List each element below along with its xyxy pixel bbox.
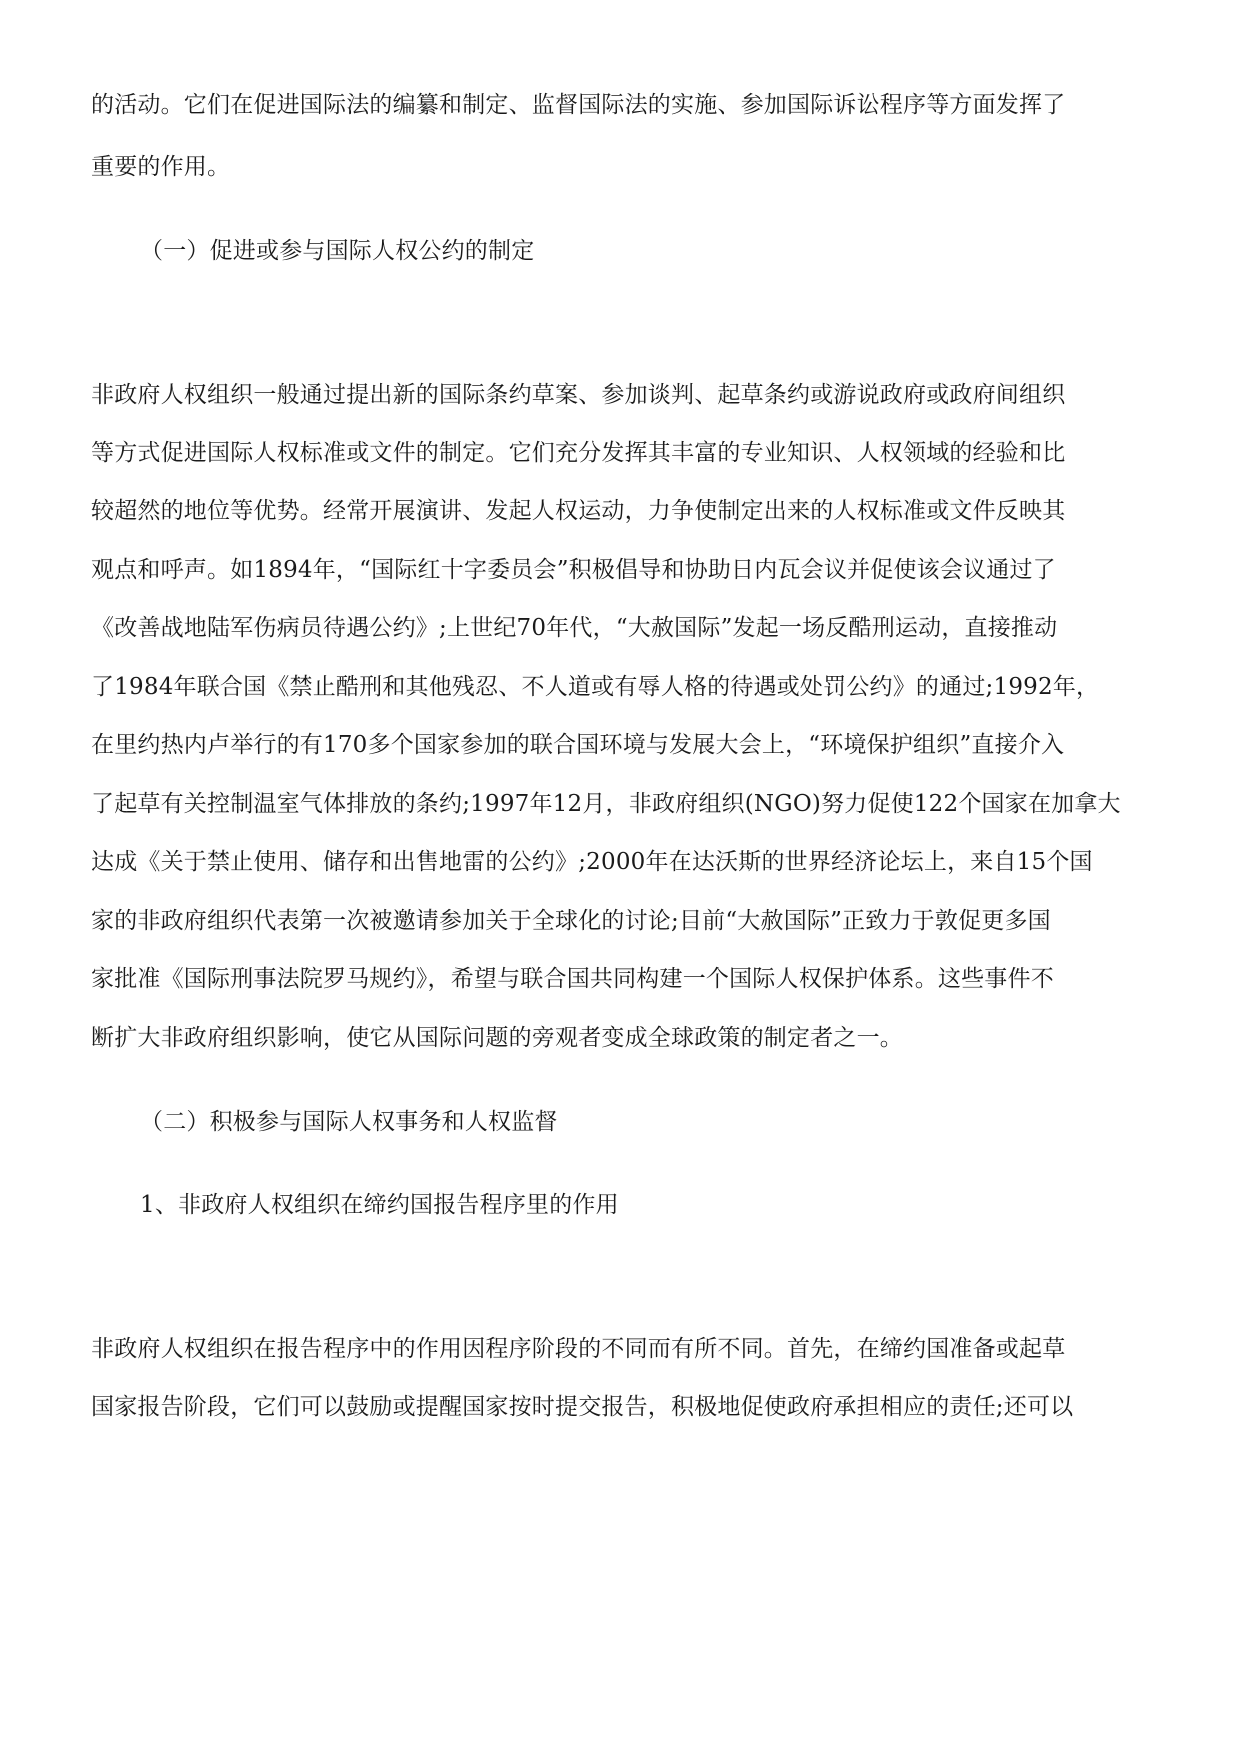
section-1-line-9: 达成《关于禁止使用、储存和出售地雷的公约》;2000年在达沃斯的世界经济论坛上，来自15个国 (91, 849, 1093, 875)
section-1-line-3: 较超然的地位等优势。经常开展演讲、发起人权运动，力争使制定出来的人权标准或文件反映其 (91, 498, 1066, 524)
section-1-line-6: 了1984年联合国《禁止酷刑和其他残忍、不人道或有辱人格的待遇或处罚公约》的通过;1992年， (91, 674, 1100, 700)
section-1-line-4: 观点和呼声。如1894年，“国际红十字委员会”积极倡导和协助日内瓦会议并促使该会议通过了 (91, 557, 1056, 583)
section-1-heading: （一）促进或参与国际人权公约的制定 (140, 238, 535, 264)
section-1-line-12: 断扩大非政府组织影响，使它从国际问题的旁观者变成全球政策的制定者之一。 (91, 1025, 903, 1051)
subsection-1-line-1: 非政府人权组织在报告程序中的作用因程序阶段的不同而有所不同。首先，在缔约国准备或起草 (91, 1336, 1066, 1362)
intro-line-2: 重要的作用。 (91, 154, 231, 180)
section-1-line-1: 非政府人权组织一般通过提出新的国际条约草案、参加谈判、起草条约或游说政府或政府间组织 (91, 382, 1066, 408)
intro-line-1: 的活动。它们在促进国际法的编纂和制定、监督国际法的实施、参加国际诉讼程序等方面发挥了 (91, 92, 1066, 118)
subsection-1-line-2: 国家报告阶段，它们可以鼓励或提醒国家按时提交报告，积极地促使政府承担相应的责任;还可以 (91, 1394, 1074, 1420)
section-1-line-11: 家批准《国际刑事法院罗马规约》，希望与联合国共同构建一个国际人权保护体系。这些事件不 (91, 966, 1054, 992)
section-1-line-2: 等方式促进国际人权标准或文件的制定。它们充分发挥其丰富的专业知识、人权领域的经验和比 (91, 440, 1066, 466)
subsection-1-heading: 1、非政府人权组织在缔约国报告程序里的作用 (140, 1192, 619, 1218)
section-1-line-10: 家的非政府组织代表第一次被邀请参加关于全球化的讨论;目前“大赦国际”正致力于敦促更多国 (91, 908, 1051, 934)
section-2-heading: （二）积极参与国际人权事务和人权监督 (140, 1109, 558, 1135)
section-1-line-7: 在里约热内卢举行的有170多个国家参加的联合国环境与发展大会上，“环境保护组织”直接介入 (91, 732, 1065, 758)
section-1-line-8: 了起草有关控制温室气体排放的条约;1997年12月，非政府组织(NGO)努力促使122个国家在加拿大 (91, 791, 1121, 817)
section-1-line-5: 《改善战地陆军伤病员待遇公约》;上世纪70年代，“大赦国际”发起一场反酷刑运动，直接推动 (91, 615, 1058, 641)
